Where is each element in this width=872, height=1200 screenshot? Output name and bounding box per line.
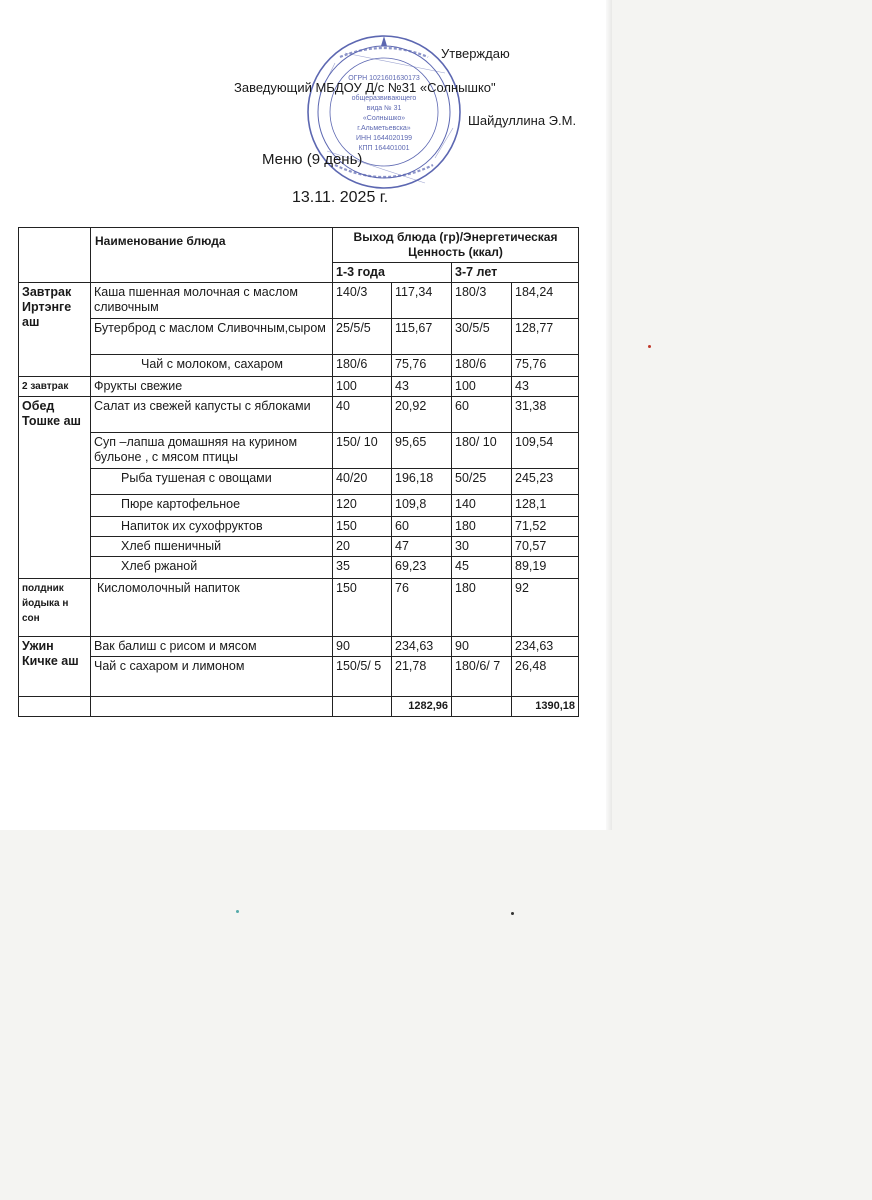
dish-name: Каша пшенная молочная с маслом сливочным (91, 283, 333, 319)
signatory-name: Шайдуллина Э.М. (468, 113, 577, 128)
dish-name: Фрукты свежие (91, 377, 333, 397)
meal-label-lunch: Обед Тошке аш (19, 397, 91, 579)
table-row (19, 433, 579, 469)
meal-label-breakfast: Завтрак Иртэнге аш (19, 283, 91, 377)
kcal-3-7: 70,57 (512, 537, 579, 557)
dish-name: Чай с молоком, сахаром (91, 355, 333, 377)
kcal-3-7: 245,23 (512, 469, 579, 495)
kcal-1-3: 75,76 (392, 355, 452, 377)
page-title: Меню (9 день) (262, 151, 363, 168)
dish-name: Вак балиш с рисом и мясом (91, 637, 333, 657)
meal-label-second-breakfast: 2 завтрак (19, 377, 91, 397)
table-row (19, 579, 579, 637)
speck (648, 345, 651, 348)
dish-name-header: Наименование блюда (91, 228, 333, 283)
weight-1-3: 40/20 (333, 469, 392, 495)
age-group-3-7: 3-7 лет (452, 263, 579, 283)
weight-3-7: 90 (452, 637, 512, 657)
stamp-text: г.Альметьевска» (357, 125, 411, 132)
meal-header-cell (19, 228, 91, 283)
kcal-3-7: 109,54 (512, 433, 579, 469)
table-row (19, 319, 579, 355)
output-header: Выход блюда (гр)/Энергетическая Ценность (ккал) (333, 228, 579, 263)
kcal-1-3: 234,63 (392, 637, 452, 657)
weight-3-7: 180/3 (452, 283, 512, 319)
weight-1-3: 150/5/ 5 (333, 657, 392, 697)
table-row (19, 397, 579, 433)
menu-table (18, 227, 579, 717)
page-edge (606, 0, 612, 830)
kcal-3-7: 184,24 (512, 283, 579, 319)
dish-name: Бутерброд с маслом Сливочным,сыром (91, 319, 333, 355)
empty-cell (452, 697, 512, 717)
weight-1-3: 120 (333, 495, 392, 517)
weight-3-7: 30 (452, 537, 512, 557)
kcal-1-3: 69,23 (392, 557, 452, 579)
approval-label: Утверждаю (441, 46, 510, 61)
stamp-text: ОГРН 1021601630173 (348, 75, 420, 82)
stamp-text: общеразвивающего (351, 95, 417, 102)
kcal-3-7: 92 (512, 579, 579, 637)
empty-cell (91, 697, 333, 717)
table-row (19, 637, 579, 657)
weight-1-3: 100 (333, 377, 392, 397)
table-header-row (19, 228, 579, 263)
kcal-3-7: 234,63 (512, 637, 579, 657)
table-row (19, 557, 579, 579)
weight-3-7: 30/5/5 (452, 319, 512, 355)
speck (511, 912, 514, 915)
empty-cell (333, 697, 392, 717)
dish-name: Суп –лапша домашняя на курином бульоне , с мясом птицы (91, 433, 333, 469)
dish-name: Кисломолочный напиток (91, 579, 333, 637)
dish-name: Напиток их сухофруктов (91, 517, 333, 537)
weight-1-3: 90 (333, 637, 392, 657)
weight-3-7: 50/25 (452, 469, 512, 495)
weight-3-7: 180/6/ 7 (452, 657, 512, 697)
kcal-1-3: 115,67 (392, 319, 452, 355)
weight-3-7: 140 (452, 495, 512, 517)
weight-1-3: 20 (333, 537, 392, 557)
kcal-1-3: 109,8 (392, 495, 452, 517)
weight-3-7: 100 (452, 377, 512, 397)
table-row (19, 377, 579, 397)
dish-name: Рыба тушеная с овощами (91, 469, 333, 495)
total-kcal-1-3: 1282,96 (392, 697, 452, 717)
kcal-3-7: 26,48 (512, 657, 579, 697)
table-row (19, 517, 579, 537)
table-row (19, 469, 579, 495)
dish-name: Пюре картофельное (91, 495, 333, 517)
kcal-1-3: 47 (392, 537, 452, 557)
kcal-1-3: 21,78 (392, 657, 452, 697)
empty-cell (19, 697, 91, 717)
dish-name: Хлеб ржаной (91, 557, 333, 579)
table-row (19, 537, 579, 557)
weight-1-3: 150 (333, 517, 392, 537)
kcal-1-3: 117,34 (392, 283, 452, 319)
kcal-1-3: 196,18 (392, 469, 452, 495)
weight-3-7: 45 (452, 557, 512, 579)
meal-label-dinner: Ужин Кичке аш (19, 637, 91, 697)
age-group-1-3: 1-3 года (333, 263, 452, 283)
weight-3-7: 180 (452, 579, 512, 637)
dish-name: Салат из свежей капусты с яблоками (91, 397, 333, 433)
dish-name: Чай с сахаром и лимоном (91, 657, 333, 697)
total-kcal-3-7: 1390,18 (512, 697, 579, 717)
kcal-3-7: 128,77 (512, 319, 579, 355)
weight-3-7: 180/ 10 (452, 433, 512, 469)
kcal-1-3: 60 (392, 517, 452, 537)
weight-1-3: 140/3 (333, 283, 392, 319)
kcal-3-7: 31,38 (512, 397, 579, 433)
weight-3-7: 180 (452, 517, 512, 537)
stamp-text: вида № 31 (366, 105, 402, 112)
weight-1-3: 150/ 10 (333, 433, 392, 469)
table-row (19, 283, 579, 319)
stamp-text: «Солнышко» (362, 115, 406, 122)
meal-label-afternoon-snack: полдник йодыка н сон (19, 579, 91, 637)
table-row (19, 657, 579, 697)
kcal-3-7: 75,76 (512, 355, 579, 377)
kcal-1-3: 95,65 (392, 433, 452, 469)
kcal-1-3: 20,92 (392, 397, 452, 433)
kcal-3-7: 43 (512, 377, 579, 397)
kcal-3-7: 128,1 (512, 495, 579, 517)
kcal-3-7: 89,19 (512, 557, 579, 579)
weight-3-7: 60 (452, 397, 512, 433)
speck (236, 910, 239, 913)
stamp-text: КПП 164401001 (358, 145, 410, 152)
table-row (19, 355, 579, 377)
weight-1-3: 40 (333, 397, 392, 433)
weight-1-3: 150 (333, 579, 392, 637)
dish-name: Хлеб пшеничный (91, 537, 333, 557)
menu-date: 13.11. 2025 г. (292, 189, 389, 206)
table-row (19, 495, 579, 517)
weight-1-3: 25/5/5 (333, 319, 392, 355)
weight-1-3: 180/6 (333, 355, 392, 377)
stamp-text: ИНН 1644020199 (355, 135, 413, 142)
kcal-1-3: 43 (392, 377, 452, 397)
totals-row (19, 697, 579, 717)
weight-3-7: 180/6 (452, 355, 512, 377)
weight-1-3: 35 (333, 557, 392, 579)
kcal-3-7: 71,52 (512, 517, 579, 537)
head-position: Заведующий МБДОУ Д/с №31 «Солнышко" (234, 80, 496, 95)
kcal-1-3: 76 (392, 579, 452, 637)
